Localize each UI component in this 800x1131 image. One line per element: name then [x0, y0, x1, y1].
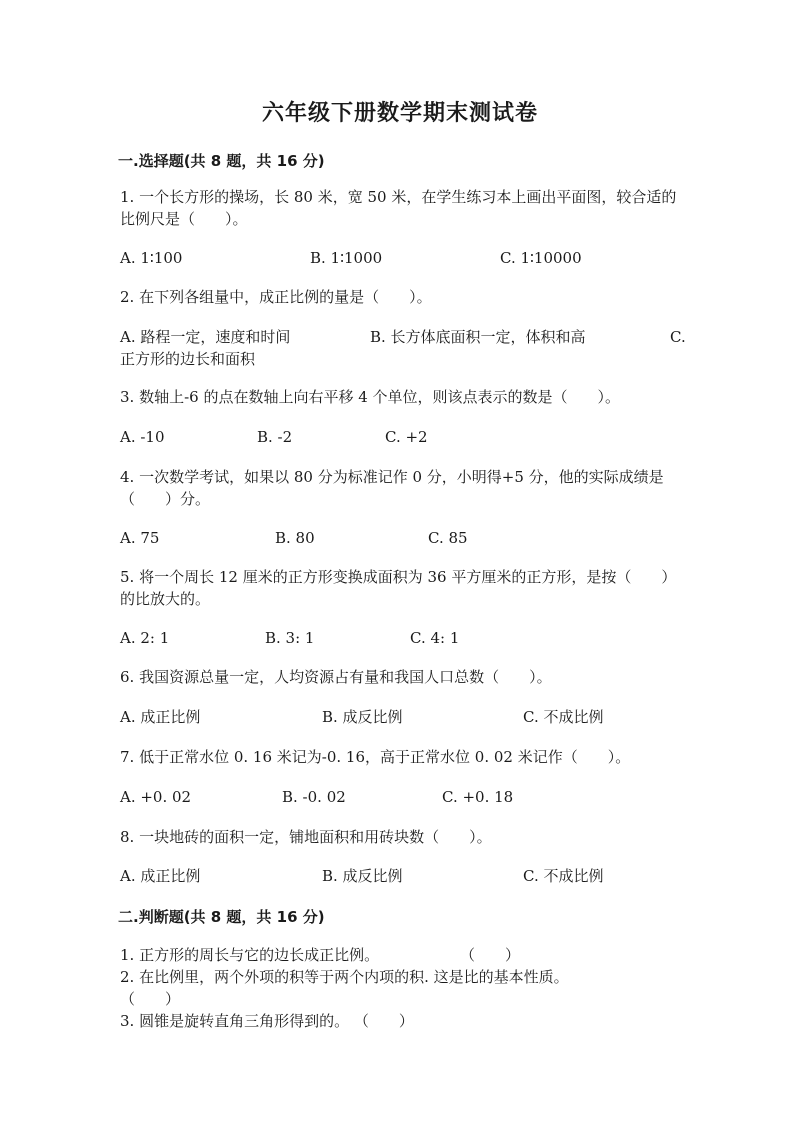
judgement-text: 3. 圆锥是旋转直角三角形得到的。	[120, 1012, 350, 1030]
option-a: A. 2: 1	[120, 629, 170, 647]
question-1-options	[120, 247, 690, 269]
answer-blank: （ ）	[353, 1012, 414, 1030]
question-4-options	[120, 527, 690, 549]
option-c: C.	[670, 328, 686, 346]
option-a: A. 路程一定，速度和时间	[120, 328, 291, 346]
judgement-text: 2. 在比例里，两个外项的积等于两个内项的积. 这是比的基本性质。	[120, 968, 569, 986]
option-b: B. 成反比例	[322, 867, 403, 885]
option-a: A. 75	[120, 529, 160, 547]
option-c: C. 4: 1	[410, 629, 460, 647]
question-1: 1. 一个长方形的操场，长 80 米，宽 50 米，在学生练习本上画出平面图，较合适的比例尺是（ ）。	[120, 188, 677, 228]
option-b: B. 长方体底面积一定，体积和高	[370, 328, 586, 346]
option-b: B. 80	[275, 529, 315, 547]
answer-blank: （ ）	[120, 990, 181, 1008]
question-3-options	[120, 426, 690, 448]
question-3: 3. 数轴上-6 的点在数轴上向右平移 4 个单位，则该点表示的数是（ ）。	[120, 388, 621, 406]
question-8: 8. 一块地砖的面积一定，铺地面积和用砖块数（ ）。	[120, 828, 492, 846]
question-2-options	[120, 326, 685, 370]
option-a: A. 1∶100	[120, 249, 183, 267]
option-b: B. 3: 1	[265, 629, 315, 647]
option-b: B. -2	[257, 428, 293, 446]
judgement-text: 1. 正方形的周长与它的边长成正比例。	[120, 946, 380, 964]
option-b: B. -0. 02	[282, 788, 346, 806]
judgement-item-3	[120, 1010, 685, 1032]
option-c-text: 正方形的边长和面积	[120, 350, 256, 368]
question-8-options	[120, 865, 690, 887]
option-a: A. 成正比例	[120, 867, 201, 885]
page-title: 六年级下册数学期末测试卷	[261, 100, 538, 126]
section-heading-judgement: 二.判断题(共 8 题，共 16 分)	[118, 908, 325, 926]
question-5: 5. 将一个周长 12 厘米的正方形变换成面积为 36 平方厘米的正方形，是按（ ）的比放大的。	[120, 568, 677, 608]
option-a: A. +0. 02	[120, 788, 192, 806]
question-5-options	[120, 627, 690, 649]
answer-blank: （ ）	[460, 946, 521, 964]
option-c: C. +2	[385, 428, 428, 446]
judgement-item-2	[120, 966, 685, 1010]
question-6-options	[120, 706, 690, 728]
judgement-item-1	[120, 944, 685, 966]
option-c: C. 1∶10000	[500, 249, 582, 267]
question-7-options	[120, 786, 690, 808]
question-2: 2. 在下列各组量中，成正比例的量是（ ）。	[120, 288, 432, 306]
option-c: C. +0. 18	[442, 788, 514, 806]
question-6: 6. 我国资源总量一定，人均资源占有量和我国人口总数（ ）。	[120, 668, 552, 686]
section-heading-choice: 一.选择题(共 8 题，共 16 分)	[118, 152, 325, 170]
option-a: A. -10	[120, 428, 165, 446]
option-b: B. 成反比例	[322, 708, 403, 726]
option-c: C. 85	[428, 529, 468, 547]
question-4: 4. 一次数学考试，如果以 80 分为标准记作 0 分，小明得+5 分，他的实际成绩是（ ）分。	[120, 468, 664, 508]
option-b: B. 1∶1000	[310, 249, 383, 267]
question-7: 7. 低于正常水位 0. 16 米记为-0. 16，高于正常水位 0. 02 米记作（ ）。	[120, 748, 631, 766]
option-c: C. 不成比例	[523, 708, 604, 726]
option-a: A. 成正比例	[120, 708, 201, 726]
option-c: C. 不成比例	[523, 867, 604, 885]
